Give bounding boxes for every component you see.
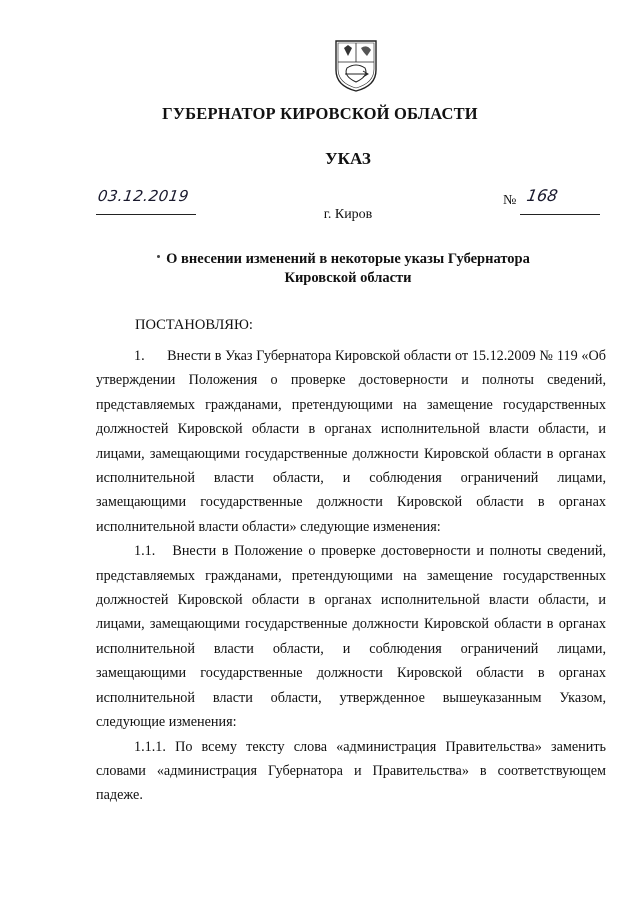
number-label: № bbox=[503, 193, 517, 208]
document-date: 03.12.2019 bbox=[96, 187, 191, 205]
paragraph-1-1: 1.1. Внести в Положение о проверке достоверности и полноты сведений, представляемых гражданами, претендующими на замещение государственных должностей Кировской области в органах исполнительной власти области, и лицами, замещающими государственные должности Кировской области в органах исполнительной власти области, и соблюдения ограничений лицами, замещающими государственные должности Кировской области в органах исполнительной власти области, утвержденное вышеуказанным Указом, следующие изменения: bbox=[96, 543, 606, 731]
paragraph-1: 1. Внести в Указ Губернатора Кировской области от 15.12.2009 № 119 «Об утверждении Положения о проверке достоверности и полноты сведений, представляемых гражданами, претендующими на замещение государственных должностей Кировской области в органах исполнительной власти области, и лицами, замещающими государственные должности Кировской области в органах исполнительной власти области, и соблюдения ограничений лицами, замещающими государственные должности Кировской области в органах исполнительной власти области» следующие изменения: bbox=[96, 348, 606, 535]
document-type: УКАЗ bbox=[325, 149, 371, 168]
document-body bbox=[96, 344, 606, 808]
document-title bbox=[0, 250, 640, 288]
document-number: 168 bbox=[525, 186, 560, 205]
kirov-coat-of-arms-icon bbox=[333, 38, 379, 93]
decree-word: ПОСТАНОВЛЯЮ: bbox=[135, 317, 253, 333]
issuing-city: г. Киров bbox=[323, 207, 373, 222]
document-title-line-2: Кировской области bbox=[284, 270, 412, 286]
paragraph-1-1-1: 1.1.1. По всему тексту слова «администрация Правительства» заменить словами «администрация Губернатора и Правительства» в соответствующем падеже. bbox=[96, 738, 606, 804]
document-title-line-1: О внесении изменений в некоторые указы Губернатора bbox=[166, 251, 530, 267]
issuing-authority: ГУБЕРНАТОР КИРОВСКОЙ ОБЛАСТИ bbox=[162, 104, 478, 123]
